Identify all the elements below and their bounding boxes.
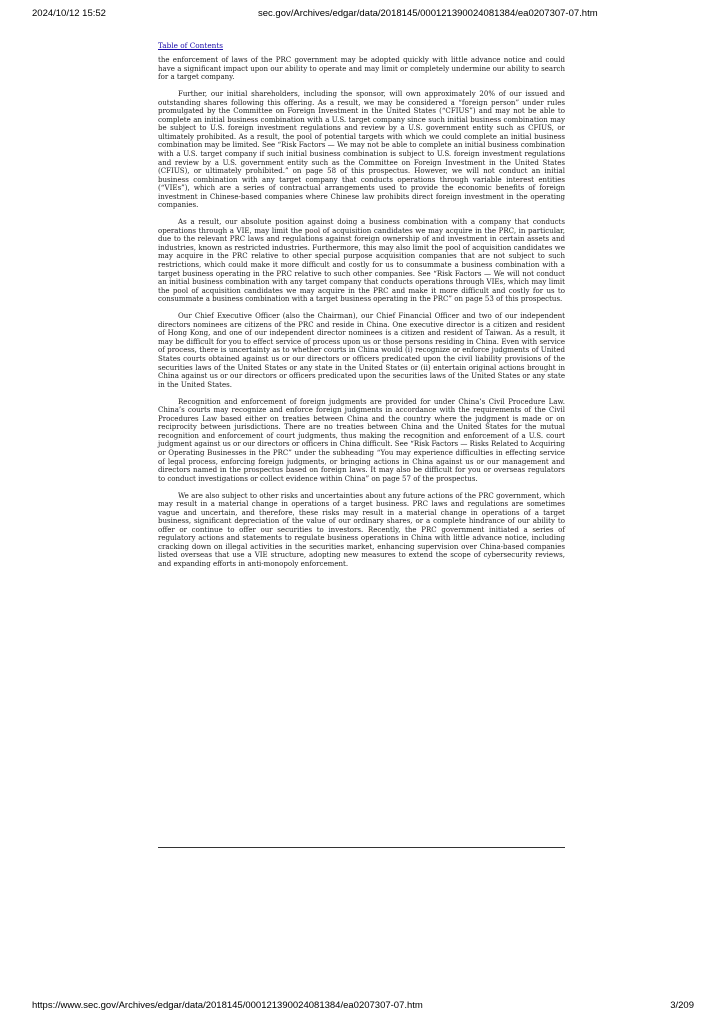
table-of-contents-link[interactable]: Table of Contents [158, 41, 224, 50]
print-header [0, 8, 724, 22]
print-footer-url: https://www.sec.gov/Archives/edgar/data/2018145/000121390024081384/ea0207307-07.htm [32, 1000, 423, 1011]
print-datetime: 2024/10/12 15:52 [32, 8, 106, 19]
print-header-url: sec.gov/Archives/edgar/data/2018145/000121390024081384/ea0207307-07.htm [258, 8, 598, 19]
paragraph: Recognition and enforcement of foreign judgments are provided for under China’s Civil Procedure Law. China’s courts may recognize and enforce foreign judgments in accordance with the requirements of the Civil Procedures Law based either on treaties between China and the country where the judgment is made or on reciprocity between jurisdictions. There are no treaties between China and the United States for the mutual recognition and enforcement of court judgments, thus making the recognition and enforcement of a U.S. court judgment against us or our directors or officers in China difficult. See “Risk Factors — Risks Related to Acquiring or Operating Businesses in the PRC” under the subheading “You may experience difficulties in effecting service of legal process, enforcing foreign judgments, or bringing actions in China against us or our management and directors named in the prospectus based on foreign laws. It may also be difficult for you or overseas regulators to conduct investigations or collect evidence within China” on page 57 of the prospectus. [158, 396, 565, 483]
paragraph: We are also subject to other risks and uncertainties about any future actions of the PRC government, which may result in a material change in operations of a target business. PRC laws and regulations are sometimes vague and uncertain, and therefore, these risks may result in a material change in operations of a target business, significant depreciation of the value of our ordinary shares, or a complete hindrance of our ability to offer or continue to offer our securities to investors. Recently, the PRC government initiated a series of regulatory actions and statements to regulate business operations in China with little advance notice, including cracking down on illegal activities in the securities market, enhancing supervision over China-based companies listed overseas that use a VIE structure, adopting new measures to extend the scope of cybersecurity reviews, and expanding efforts in anti-monopoly enforcement. [158, 490, 565, 569]
paragraph: the enforcement of laws of the PRC government may be adopted quickly with little advance notice and could have a significant impact upon our ability to operate and may limit or completely undermine our ability to search for a target company. [158, 55, 565, 82]
page-divider [158, 847, 565, 848]
paragraph: As a result, our absolute position against doing a business combination with a company that conducts operations through a VIE, may limit the pool of acquisition candidates we may acquire in the PRC, in particular, due to the relevant PRC laws and regulations against foreign ownership of and investment in certain assets and industries, known as restricted industries. Furthermore, this may also limit the pool of acquisition candidates we may acquire in the PRC relative to other special purpose acquisition companies that are not subject to such restrictions, which could make it more difficult and costly for us to consummate a business combination with a target business operating in the PRC relative to such other companies. See “Risk Factors — We will not conduct an initial business combination with any target company that conducts operations through VIEs, which may limit the pool of acquisition candidates we may acquire in the PRC and make it more difficult and costly for us to consummate a business combination with a target business operating in the PRC” on page 53 of this prospectus. [158, 217, 565, 304]
paragraph: Further, our initial shareholders, including the sponsor, will own approximately 20% of our issued and outstanding shares following this offering. As a result, we may be considered a “foreign person” under rules promulgated by the Committee on Foreign Investment in the United States (“CFIUS”) and may not be able to complete an initial business combination with a U.S. target company since such initial business combination may be subject to U.S. foreign investment regulations and review by a U.S. government entity such as CFIUS, or ultimately prohibited. As a result, the pool of potential targets with which we could complete an initial business combination may be limited. See “Risk Factors — We may not be able to complete an initial business combination with a U.S. target company if such initial business combination is subject to U.S. foreign investment regulations and review by a U.S. government entity such as the Committee on Foreign Investment in the United States (CFIUS), or ultimately prohibited.” on page 58 of this prospectus. However, we will not conduct an initial business combination with any target company that conducts operations through variable interest entities (“VIEs”), which are a series of contractual arrangements used to provide the economic benefits of foreign investment in Chinese-based companies where Chinese law prohibits direct foreign investment in the operating companies. [158, 89, 565, 210]
document-body [158, 41, 565, 577]
page-number: 3/209 [670, 1000, 694, 1011]
paragraph: Our Chief Executive Officer (also the Chairman), our Chief Financial Officer and two of our independent directors nominees are citizens of the PRC and reside in China. One executive director is a citizen and resident of Hong Kong, and one of our independent director nominees is a citizen and resident of Taiwan. As a result, it may be difficult for you to effect service of process upon us or those persons residing in China. Even with service of process, there is uncertainty as to whether courts in China would (i) recognize or enforce judgments of United States courts obtained against us or our directors or officers predicated upon the civil liability provisions of the securities laws of the United States or any state in the United States or (ii) entertain original actions brought in China against us or our directors or officers predicated upon the securities laws of the United States or any state in the United States. [158, 311, 565, 389]
print-footer [0, 1000, 724, 1014]
